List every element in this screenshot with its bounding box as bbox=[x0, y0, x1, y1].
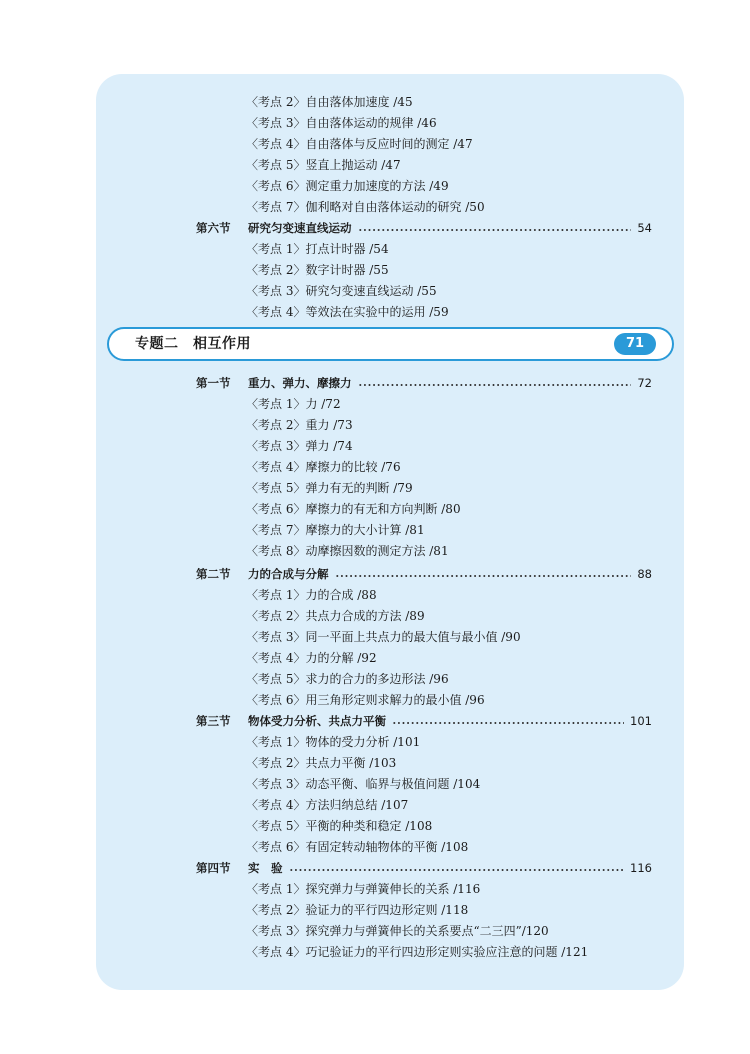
toc-entry[interactable]: 〈考点 1〉探究弹力与弹簧伸长的关系 /116 bbox=[246, 882, 481, 896]
toc-entry[interactable]: 〈考点 4〉巧记验证力的平行四边形定则实验应注意的问题 /121 bbox=[246, 945, 589, 959]
toc-entry[interactable]: 〈考点 3〉研究匀变速直线运动 /55 bbox=[246, 284, 437, 298]
section-page: 116 bbox=[630, 861, 652, 875]
section-title: 物体受力分析、共点力平衡 bbox=[248, 714, 386, 728]
section-number: 第四节 bbox=[196, 861, 231, 875]
section-number: 第一节 bbox=[196, 376, 231, 390]
leader-dots bbox=[358, 384, 632, 386]
toc-entry[interactable]: 〈考点 1〉打点计时器 /54 bbox=[246, 242, 389, 256]
toc-entry[interactable]: 〈考点 2〉验证力的平行四边形定则 /118 bbox=[246, 903, 469, 917]
toc-entry[interactable]: 〈考点 5〉平衡的种类和稳定 /108 bbox=[246, 819, 433, 833]
toc-entry[interactable]: 〈考点 4〉等效法在实验中的运用 /59 bbox=[246, 305, 449, 319]
toc-entry[interactable]: 〈考点 2〉共点力平衡 /103 bbox=[246, 756, 397, 770]
toc-entry[interactable]: 〈考点 1〉力的合成 /88 bbox=[246, 588, 377, 602]
section-number: 第三节 bbox=[196, 714, 231, 728]
toc-entry[interactable]: 〈考点 1〉物体的受力分析 /101 bbox=[246, 735, 421, 749]
topic-page-badge: 71 bbox=[614, 333, 656, 355]
section-title: 研究匀变速直线运动 bbox=[248, 221, 352, 235]
toc-entry[interactable]: 〈考点 2〉重力 /73 bbox=[246, 418, 353, 432]
toc-entry[interactable]: 〈考点 6〉有固定转动轴物体的平衡 /108 bbox=[246, 840, 469, 854]
toc-entry[interactable]: 〈考点 3〉动态平衡、临界与极值问题 /104 bbox=[246, 777, 481, 791]
section-page: 54 bbox=[637, 221, 652, 235]
section-number: 第六节 bbox=[196, 221, 231, 235]
leader-dots bbox=[392, 722, 624, 724]
section-heading[interactable] bbox=[196, 858, 652, 878]
toc-entry[interactable]: 〈考点 7〉伽利略对自由落体运动的研究 /50 bbox=[246, 200, 485, 214]
toc-entry[interactable]: 〈考点 5〉弹力有无的判断 /79 bbox=[246, 481, 413, 495]
toc-entry[interactable]: 〈考点 2〉自由落体加速度 /45 bbox=[246, 95, 413, 109]
toc-entry[interactable]: 〈考点 1〉力 /72 bbox=[246, 397, 341, 411]
section-heading[interactable] bbox=[196, 564, 652, 584]
toc-entry[interactable]: 〈考点 4〉自由落体与反应时间的测定 /47 bbox=[246, 137, 473, 151]
toc-entry[interactable]: 〈考点 3〉弹力 /74 bbox=[246, 439, 353, 453]
toc-entry[interactable]: 〈考点 3〉同一平面上共点力的最大值与最小值 /90 bbox=[246, 630, 521, 644]
section-number: 第二节 bbox=[196, 567, 231, 581]
section-page: 101 bbox=[630, 714, 652, 728]
leader-dots bbox=[335, 575, 632, 577]
toc-entry[interactable]: 〈考点 4〉方法归纳总结 /107 bbox=[246, 798, 409, 812]
toc-entry[interactable]: 〈考点 5〉竖直上抛运动 /47 bbox=[246, 158, 401, 172]
section-heading[interactable] bbox=[196, 711, 652, 731]
toc-entry[interactable]: 〈考点 3〉探究弹力与弹簧伸长的关系要点“二三四”/120 bbox=[246, 924, 549, 938]
toc-entry[interactable]: 〈考点 3〉自由落体运动的规律 /46 bbox=[246, 116, 437, 130]
section-title: 力的合成与分解 bbox=[248, 567, 329, 581]
leader-dots bbox=[358, 229, 632, 231]
toc-entry[interactable]: 〈考点 5〉求力的合力的多边形法 /96 bbox=[246, 672, 449, 686]
topic-banner[interactable] bbox=[107, 327, 674, 361]
topic-title: 专题二 相互作用 bbox=[135, 336, 251, 352]
section-heading[interactable] bbox=[196, 373, 652, 393]
toc-entry[interactable]: 〈考点 7〉摩擦力的大小计算 /81 bbox=[246, 523, 425, 537]
toc-entry[interactable]: 〈考点 4〉摩擦力的比较 /76 bbox=[246, 460, 401, 474]
toc-entry[interactable]: 〈考点 6〉用三角形定则求解力的最小值 /96 bbox=[246, 693, 485, 707]
section-title: 实 验 bbox=[248, 861, 283, 875]
section-title: 重力、弹力、摩擦力 bbox=[248, 376, 352, 390]
section-page: 88 bbox=[637, 567, 652, 581]
leader-dots bbox=[289, 869, 625, 871]
toc-entry[interactable]: 〈考点 2〉共点力合成的方法 /89 bbox=[246, 609, 425, 623]
toc-entry[interactable]: 〈考点 6〉测定重力加速度的方法 /49 bbox=[246, 179, 449, 193]
section-heading[interactable] bbox=[196, 218, 652, 238]
toc-entry[interactable]: 〈考点 2〉数字计时器 /55 bbox=[246, 263, 389, 277]
toc-entry[interactable]: 〈考点 4〉力的分解 /92 bbox=[246, 651, 377, 665]
toc-entry[interactable]: 〈考点 8〉动摩擦因数的测定方法 /81 bbox=[246, 544, 449, 558]
section-page: 72 bbox=[637, 376, 652, 390]
toc-entry[interactable]: 〈考点 6〉摩擦力的有无和方向判断 /80 bbox=[246, 502, 461, 516]
